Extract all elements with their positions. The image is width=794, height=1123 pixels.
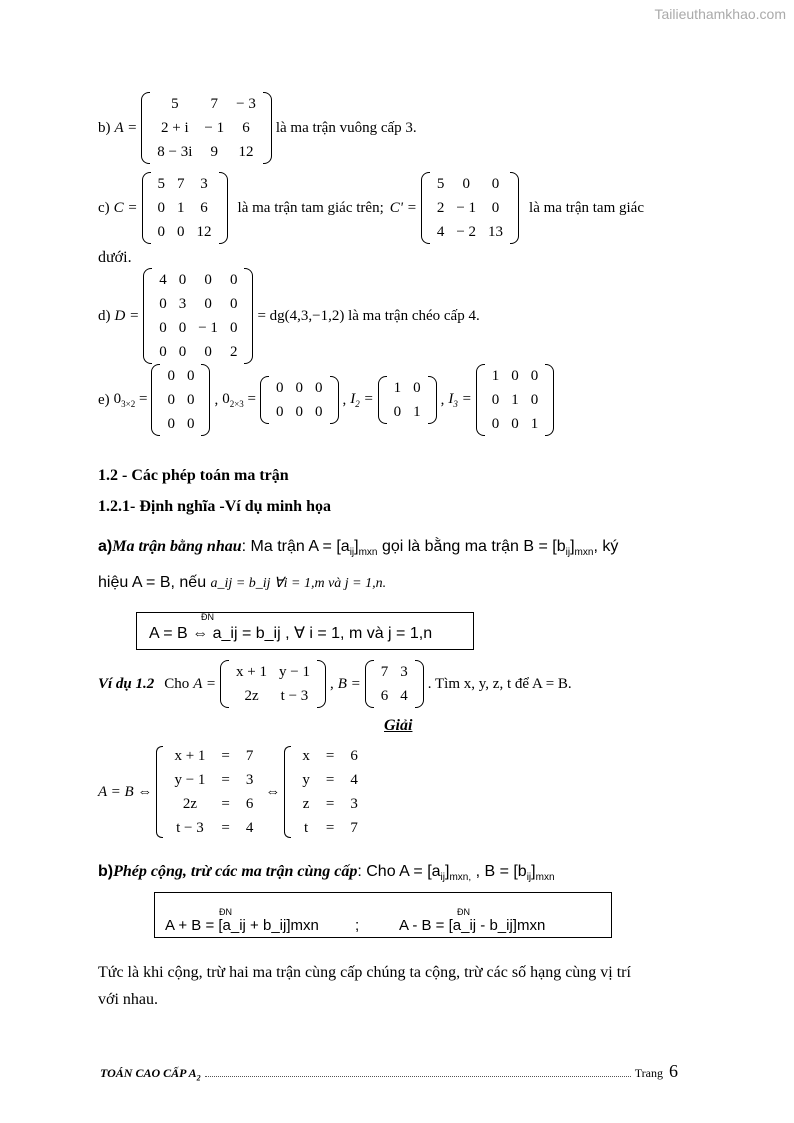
matrix-cell: 2 — [229, 343, 238, 360]
equivalence-arrow: ⇔ — [265, 783, 281, 800]
subtraction-formula: A - B = [a_ij - b_ij]mxn — [399, 917, 546, 934]
matrix-cell: 12 — [238, 143, 254, 160]
matrix-cell: 0 — [229, 319, 238, 336]
matrix-cell: 3 — [200, 175, 208, 192]
matrix-cell: 7 — [350, 819, 358, 836]
item-label: b) — [98, 119, 111, 136]
def-notation — [98, 573, 386, 594]
matrix-cell: − 2 — [456, 223, 477, 240]
matrix-cell: 0 — [167, 415, 175, 432]
matrix-cell: 7 — [380, 663, 389, 680]
dn-label: ĐN — [201, 612, 214, 622]
system-1 — [156, 744, 261, 840]
matrix-cell: 0 — [491, 199, 500, 216]
definition-formula: A = B ⇔ a_ij = b_ij , ∀ i = 1, m và j = 1,n — [149, 625, 433, 642]
system-2 — [284, 744, 365, 840]
matrix-c — [142, 172, 228, 244]
matrix-cell: 0 — [186, 367, 195, 384]
identity-subscript: 2 — [355, 399, 360, 409]
matrix-cell: − 1 — [456, 199, 477, 216]
matrix-cell: 7 — [210, 95, 219, 112]
description: là ma trận vuông cấp 3. — [275, 119, 417, 136]
example-e: e) $0_{3\times 2}$ = 0 0 0 0 0 0 , $0_{2\times 3}$ = 0 0 0 0 0 0 , $I_2$ = 1 0 0 1 , $I_3$ = 1 0 0 0 1 0 0 0 1 — [98, 364, 558, 436]
matrix-cell: 0 — [276, 379, 284, 396]
def-add-sub: b)Phép cộng, trừ các ma trận cùng cấp: Cho $A = [a_{ij}]_{mxn,}$ , $B = [b_{ij}]_{mxn}$ — [98, 863, 555, 884]
solution-system — [98, 744, 370, 840]
matrix-cell: = — [221, 771, 230, 788]
addition-formula: A + B = [a_ij + b_ij]mxn — [165, 917, 319, 934]
page-number: 6 — [669, 1061, 678, 1081]
page-footer — [100, 1061, 678, 1082]
matrix-b-example — [365, 660, 424, 708]
example-text: Cho — [164, 675, 190, 692]
footer-title: TOÁN CAO CẤP A — [100, 1066, 197, 1080]
matrix-cell: 5 — [171, 95, 179, 112]
example-1-2: Ví dụ 1.2 Cho A = x + 1 y − 1 2z t − 3 , B = 7 3 6 4 . Tìm x, y, z, t để A = B. — [98, 660, 576, 708]
matrix-cell: = — [221, 795, 230, 812]
description: là ma trận tam giác trên; — [237, 199, 384, 216]
matrix-cell: 7 — [245, 747, 254, 764]
matrix-cell: 0 — [511, 367, 519, 384]
matrix-a — [141, 92, 272, 164]
matrix-cell: 6 — [200, 199, 208, 216]
description: là ma trận tam giác — [529, 199, 644, 216]
paragraph: với nhau. — [98, 991, 159, 1008]
matrix-cell: 3 — [350, 795, 358, 812]
matrix-cell: 0 — [204, 343, 212, 360]
matrix-cell: 4 — [400, 687, 408, 704]
dn-label: ĐN — [219, 907, 232, 917]
zero-name: 0 — [113, 391, 122, 407]
def-text: gọi là bằng ma trận B = [b — [381, 538, 566, 555]
separator: ; — [355, 917, 360, 934]
matrix-cell: 7 — [177, 175, 185, 192]
matrix-cell: 0 — [178, 343, 187, 360]
item-label: c) — [98, 199, 110, 216]
matrix-zero-2x3 — [260, 376, 339, 424]
example-d — [98, 268, 484, 364]
matrix-cell: 0 — [177, 223, 185, 240]
matrix-cell: 0 — [159, 319, 167, 336]
identity-name: I — [350, 391, 356, 407]
matrix-cell: = — [325, 771, 335, 788]
matrix-cell: 0 — [157, 223, 166, 240]
matrix-cell: 0 — [229, 271, 238, 288]
matrix-cell: 9 — [210, 143, 219, 160]
def-text: , B = [b — [475, 863, 527, 880]
matrix-cell: 3 — [400, 663, 408, 680]
matrix-cell: 0 — [491, 391, 500, 408]
matrix-cell: 3 — [245, 771, 254, 788]
item-label: d) — [98, 307, 111, 324]
matrix-identity-2 — [378, 376, 437, 424]
matrix-cell: y — [302, 771, 310, 788]
solution-lhs: A = B ⇔ — [98, 783, 153, 800]
matrix-cell: 0 — [204, 271, 212, 288]
matrix-cell: 4 — [436, 223, 445, 240]
footer-title-subscript: 2 — [196, 1073, 201, 1083]
matrix-cell: 0 — [491, 415, 500, 432]
example-c — [98, 172, 648, 244]
matrix-cell: 0 — [530, 391, 539, 408]
matrix-cell: t − 3 — [176, 819, 204, 836]
zero-subscript: 2×3 — [229, 399, 244, 409]
description: dưới. — [98, 249, 132, 266]
matrix-cell: 4 — [159, 271, 167, 288]
matrix-cell: 1 — [511, 391, 519, 408]
example-text: . Tìm x, y, z, t để A = B. — [427, 675, 572, 692]
matrix-cell: 0 — [530, 367, 539, 384]
matrix-cell: − 3 — [236, 95, 256, 112]
matrix-cell: 0 — [186, 415, 195, 432]
def-text: , ký — [593, 538, 619, 555]
solution-title: Giải — [384, 717, 413, 734]
matrix-cell: 6 — [380, 687, 389, 704]
matrix-cell: 6 — [245, 795, 254, 812]
matrix-cell: 4 — [245, 819, 254, 836]
identity-subscript: 3 — [453, 399, 458, 409]
matrix-cell: 0 — [491, 175, 500, 192]
dn-label: ĐN — [457, 907, 470, 917]
matrix-cell: 1 — [413, 403, 421, 420]
matrix-cell: 6 — [242, 119, 250, 136]
matrix-cell: 4 — [350, 771, 358, 788]
matrix-cell: x — [302, 747, 310, 764]
matrix-cell: 6 — [350, 747, 358, 764]
def-equal-matrices: a)Ma trận bằng nhau: Ma trận $A = [a_{ij}]_{mxn}$ gọi là bằng ma trận $B = [b_{ij}]_{mxn}$, ký — [98, 538, 619, 559]
paragraph: Tức là khi cộng, trừ hai ma trận cùng cấp chúng ta cộng, trừ các số hạng cùng vị trí — [98, 964, 631, 981]
matrix-d — [143, 268, 253, 364]
matrix-cell: 0 — [157, 199, 166, 216]
matrix-c-prime — [421, 172, 519, 244]
matrix-cell: 0 — [167, 391, 175, 408]
def-text: hiệu A = B, nếu — [98, 574, 207, 591]
matrix-cell: 0 — [315, 403, 323, 420]
matrix-cell: 0 — [393, 403, 402, 420]
subsection-heading: 1.2.1- Định nghĩa -Ví dụ minh họa — [98, 498, 331, 515]
example-b — [98, 92, 421, 164]
matrix-cell: = — [325, 747, 335, 764]
matrix-cell: 3 — [178, 295, 187, 312]
def-text: : Cho A = [a — [357, 863, 441, 880]
watermark: Tailieuthamkhao.com — [654, 6, 786, 22]
matrix-cell: z — [302, 795, 310, 812]
addition-box — [154, 892, 612, 938]
matrix-identity-3 — [476, 364, 555, 436]
matrix-cell: 0 — [178, 319, 187, 336]
page-label: Trang — [634, 1066, 663, 1080]
matrix-cell: 0 — [186, 391, 195, 408]
matrix-cell: 1 — [491, 367, 500, 384]
matrix-zero-3x2 — [151, 364, 210, 436]
item-label: b) — [98, 863, 114, 880]
matrix-cell: y − 1 — [279, 663, 310, 680]
matrix-cell: = — [221, 747, 230, 764]
matrix-cell: 2 + i — [161, 119, 189, 136]
matrix-cell: x + 1 — [236, 663, 268, 680]
matrix-cell: 0 — [229, 295, 238, 312]
matrix-name: C' = — [389, 199, 417, 216]
matrix-cell: 0 — [511, 415, 519, 432]
matrix-cell: 0 — [315, 379, 323, 396]
description: = dg(4,3,−1,2) là ma trận chéo cấp 4. — [257, 307, 480, 324]
section-heading: 1.2 - Các phép toán ma trận — [98, 467, 289, 484]
matrix-a-example — [220, 660, 326, 708]
matrix-cell: t — [304, 819, 309, 836]
example-label: Ví dụ 1.2 — [98, 675, 155, 692]
matrix-cell: = — [325, 795, 335, 812]
matrix-cell: 2 — [436, 199, 445, 216]
matrix-name: B = — [337, 675, 361, 692]
condition-formula: a_ij = b_ij ∀i = 1,m và j = 1,n. — [210, 576, 387, 591]
identity-name: I — [448, 391, 454, 407]
item-label: e) — [98, 391, 110, 408]
matrix-name: A = — [193, 675, 217, 692]
matrix-cell: y − 1 — [174, 771, 206, 788]
matrix-cell: 2z — [244, 687, 259, 704]
definition-box — [136, 612, 474, 650]
item-label: a) — [98, 538, 113, 555]
matrix-cell: = — [325, 819, 335, 836]
matrix-name: A = — [114, 119, 138, 136]
matrix-cell: 1 — [393, 379, 402, 396]
matrix-cell: 0 — [295, 379, 303, 396]
matrix-cell: 0 — [167, 367, 175, 384]
matrix-cell: 0 — [159, 295, 167, 312]
matrix-cell: 5 — [436, 175, 445, 192]
matrix-cell: 0 — [159, 343, 167, 360]
matrix-cell: 0 — [413, 379, 421, 396]
matrix-cell: 2z — [182, 795, 197, 812]
matrix-cell: − 1 — [198, 319, 218, 336]
matrix-cell: − 1 — [204, 119, 225, 136]
def-title: Phép cộng, trừ các ma trận cùng cấp — [113, 863, 358, 880]
matrix-cell: 12 — [196, 223, 212, 240]
zero-name: 0 — [222, 391, 230, 407]
matrix-cell: = — [221, 819, 230, 836]
matrix-name: D = — [114, 307, 140, 324]
matrix-cell: 1 — [177, 199, 185, 216]
matrix-cell: 0 — [204, 295, 212, 312]
zero-subscript: 3×2 — [121, 399, 136, 409]
matrix-cell: 13 — [488, 223, 504, 240]
matrix-cell: 0 — [295, 403, 303, 420]
matrix-cell: 5 — [157, 175, 166, 192]
matrix-cell: 0 — [178, 271, 187, 288]
matrix-cell: 1 — [530, 415, 539, 432]
matrix-cell: 8 − 3i — [157, 143, 193, 160]
matrix-name: C = — [113, 199, 138, 216]
matrix-cell: t − 3 — [280, 687, 309, 704]
matrix-cell: 0 — [276, 403, 284, 420]
def-text: : Ma trận A = [a — [241, 538, 350, 555]
matrix-cell: x + 1 — [174, 747, 206, 764]
def-title: Ma trận bằng nhau — [112, 538, 242, 555]
matrix-cell: 0 — [462, 175, 470, 192]
